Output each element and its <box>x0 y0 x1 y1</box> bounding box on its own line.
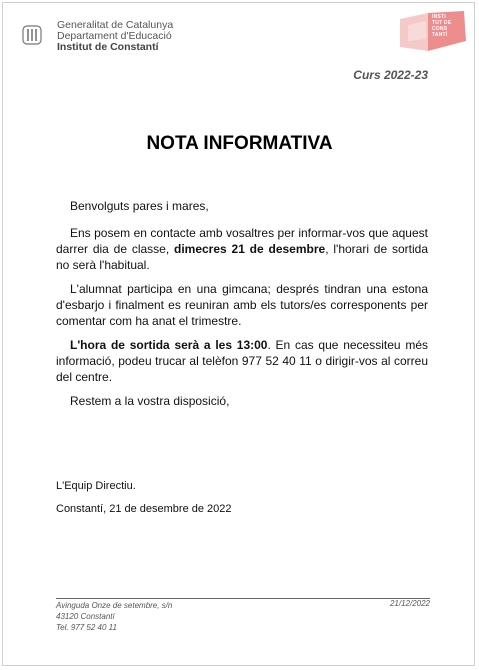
closing: Restem a la vostra disposició, <box>70 394 230 408</box>
footer-address <box>56 600 172 633</box>
paragraph-3 <box>56 337 428 385</box>
signature: L'Equip Directiu. <box>56 480 136 492</box>
document-title: NOTA INFORMATIVA <box>146 133 333 154</box>
generalitat-emblem-icon <box>22 25 42 45</box>
place-date: Constantí, 21 de desembre de 2022 <box>56 503 232 515</box>
logo-text-line: CONS <box>432 26 448 32</box>
header-line-department: Departament d'Educació <box>57 30 172 42</box>
footer-phone: Tel. 977 52 40 11 <box>56 623 117 632</box>
greeting: Benvolguts pares i mares, <box>70 199 209 213</box>
institute-logo-text <box>432 14 451 38</box>
footer-date: 21/12/2022 <box>389 599 430 608</box>
footer-divider <box>56 598 430 599</box>
p1-date-bold: dimecres 21 de desembre <box>174 242 326 256</box>
logo-text-line: TUT DE <box>432 20 452 26</box>
p1-text-end: , l'horari de sortida no serà l'habitual. <box>56 242 428 272</box>
document-body <box>56 198 428 417</box>
footer-city: 43120 Constantí <box>56 612 115 621</box>
logo-text-line: TANTÍ <box>432 32 448 38</box>
paragraph-1 <box>56 225 428 273</box>
logo-text-line: INSTI <box>432 14 446 20</box>
p3-time-bold: L'hora de sortida serà a les 13:00 <box>70 338 268 352</box>
header-line-institute: Institut de Constantí <box>57 41 159 53</box>
institution-header <box>57 20 173 53</box>
header-line-generalitat: Generalitat de Catalunya <box>57 19 174 31</box>
p1-text: Ens posem en contacte amb vosaltres per informar-vos que aquest darrer dia de classe, <box>56 226 428 256</box>
course-year: Curs 2022-23 <box>353 68 428 82</box>
footer-street: Avinguda Onze de setembre, s/n <box>56 601 173 610</box>
paragraph-2: L'alumnat participa en una gimcana; després tindran una estona d'esbarjo i finalment es reuniran amb els tutors/es corresponents per comentar com ha anat el trimestre. <box>56 282 428 328</box>
p3-text: . En cas que necessiteu més informació, podeu trucar al telèfon 977 52 40 11 o dirigir-vos al correu del centre. <box>56 338 428 384</box>
